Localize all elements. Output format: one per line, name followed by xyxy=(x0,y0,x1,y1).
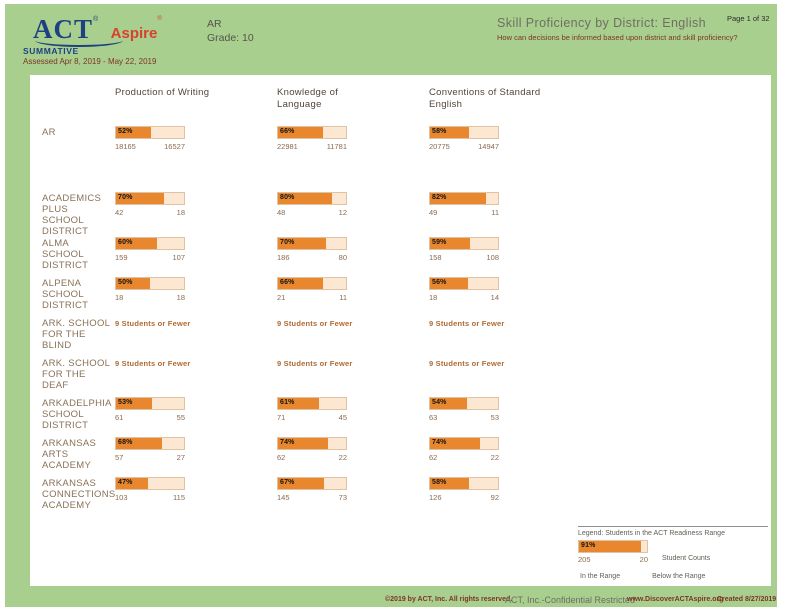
proficiency-bar xyxy=(429,397,499,410)
proficiency-bar xyxy=(277,437,347,450)
proficiency-bar xyxy=(277,277,347,290)
count-in-range: 61 xyxy=(115,413,124,422)
count-in-range: 22981 xyxy=(277,142,298,151)
count-in-range: 71 xyxy=(277,413,286,422)
table-row xyxy=(42,437,589,477)
act-logo-text: ACT xyxy=(33,14,94,44)
column-header-knowledge-of-language: Knowledge of Language xyxy=(277,87,339,110)
skill-cell xyxy=(429,397,589,422)
count-in-range: 63 xyxy=(429,413,438,422)
row-label: ARKANSAS ARTS ACADEMY xyxy=(42,438,97,471)
table-row xyxy=(42,317,589,357)
proficiency-bar xyxy=(429,237,499,250)
skill-cell xyxy=(277,317,429,328)
proficiency-bar xyxy=(277,126,347,139)
bar-percent-label: 70% xyxy=(280,239,295,246)
bar-counts xyxy=(429,493,499,502)
created-date: Created 8/27/2019 xyxy=(717,596,777,603)
bar-counts xyxy=(277,413,347,422)
count-below-range: 107 xyxy=(172,253,185,262)
row-label: ARKANSAS CONNECTIONS ACADEMY xyxy=(42,478,116,511)
legend-title: Legend: Students in the ACT Readiness Range xyxy=(578,530,725,537)
row-label: ALPENA SCHOOL DISTRICT xyxy=(42,278,89,311)
copyright-text: ©2019 by ACT, Inc. All rights reserved. xyxy=(385,596,513,603)
legend-count-below: 20 xyxy=(639,555,648,564)
registered-mark-icon: ® xyxy=(157,16,162,22)
legend-below-range-label: Below the Range xyxy=(652,573,706,580)
bar-counts xyxy=(429,453,499,462)
skill-cell xyxy=(277,397,429,422)
suppressed-note: 9 Students or Fewer xyxy=(277,319,353,328)
count-below-range: 108 xyxy=(486,253,499,262)
proficiency-bar xyxy=(429,477,499,490)
proficiency-bar xyxy=(277,397,347,410)
count-in-range: 57 xyxy=(115,453,124,462)
proficiency-bar xyxy=(429,126,499,139)
count-below-range: 27 xyxy=(176,453,185,462)
bar-counts xyxy=(115,142,185,151)
skill-cell xyxy=(115,237,277,262)
row-label: ARK. SCHOOL FOR THE BLIND xyxy=(42,318,110,351)
proficiency-bar xyxy=(429,277,499,290)
bar-percent-label: 82% xyxy=(432,194,447,201)
skill-cell xyxy=(429,192,589,217)
skill-cell xyxy=(277,477,429,502)
count-below-range: 11 xyxy=(339,293,347,302)
table-row xyxy=(42,357,589,397)
bar-counts xyxy=(429,253,499,262)
skill-cell xyxy=(277,437,429,462)
count-below-range: 14 xyxy=(490,293,499,302)
count-below-range: 11781 xyxy=(326,142,347,151)
count-in-range: 103 xyxy=(115,493,128,502)
count-in-range: 159 xyxy=(115,253,128,262)
count-below-range: 22 xyxy=(338,453,347,462)
count-below-range: 80 xyxy=(338,253,347,262)
count-below-range: 55 xyxy=(176,413,185,422)
bar-counts xyxy=(429,293,499,302)
confidential-text: ACT, Inc.-Confidential Restricted xyxy=(505,595,636,605)
count-below-range: 22 xyxy=(490,453,499,462)
legend-range-labels xyxy=(578,573,768,580)
count-in-range: 21 xyxy=(277,293,286,302)
skill-cell xyxy=(429,277,589,302)
count-below-range: 11 xyxy=(491,208,499,217)
bar-percent-label: 58% xyxy=(432,128,447,135)
table-row xyxy=(42,277,589,317)
website-link[interactable]: www.DiscoverACTAspire.org xyxy=(627,596,724,603)
proficiency-bar xyxy=(277,192,347,205)
bar-counts xyxy=(429,208,499,217)
count-in-range: 126 xyxy=(429,493,442,502)
count-below-range: 92 xyxy=(490,493,499,502)
suppressed-note: 9 Students or Fewer xyxy=(429,359,505,368)
count-below-range: 115 xyxy=(173,493,185,502)
bar-counts xyxy=(115,413,185,422)
count-in-range: 158 xyxy=(429,253,442,262)
bar-counts xyxy=(277,253,347,262)
skill-cell xyxy=(429,437,589,462)
bar-counts xyxy=(277,142,347,151)
column-header-conventions: Conventions of Standard English xyxy=(429,87,541,110)
count-in-range: 62 xyxy=(429,453,438,462)
bar-counts xyxy=(115,453,185,462)
suppressed-note: 9 Students or Fewer xyxy=(429,319,505,328)
column-header-production-of-writing: Production of Writing xyxy=(115,87,210,98)
count-below-range: 18 xyxy=(176,208,185,217)
skill-cell xyxy=(115,277,277,302)
legend-count-in-range: 205 xyxy=(578,555,591,564)
proficiency-bar xyxy=(115,277,185,290)
bar-percent-label: 68% xyxy=(118,439,133,446)
legend-bar xyxy=(578,540,648,553)
proficiency-bar xyxy=(115,192,185,205)
row-label: ARKADELPHIA SCHOOL DISTRICT xyxy=(42,398,112,431)
grade-label: Grade: 10 xyxy=(207,32,254,44)
count-below-range: 14947 xyxy=(478,142,499,151)
skill-cell xyxy=(115,126,277,151)
proficiency-bar xyxy=(115,237,185,250)
legend-student-counts-label: Student Counts xyxy=(662,555,711,562)
count-in-range: 48 xyxy=(277,208,286,217)
skill-cell xyxy=(115,437,277,462)
count-below-range: 53 xyxy=(490,413,499,422)
bar-counts xyxy=(115,293,185,302)
report-type-label: SUMMATIVE xyxy=(23,46,79,56)
skill-cell xyxy=(115,477,277,502)
skill-cell xyxy=(429,357,589,368)
skill-cell xyxy=(429,237,589,262)
count-in-range: 145 xyxy=(277,493,290,502)
legend-in-range-label: In the Range xyxy=(580,573,621,580)
bar-percent-label: 67% xyxy=(280,479,295,486)
bar-percent-label: 66% xyxy=(280,128,295,135)
act-aspire-logo xyxy=(33,16,162,43)
suppressed-note: 9 Students or Fewer xyxy=(115,319,191,328)
row-label: ALMA SCHOOL DISTRICT xyxy=(42,238,89,271)
skill-cell xyxy=(277,357,429,368)
bar-percent-label: 56% xyxy=(432,279,447,286)
row-label: AR xyxy=(42,127,56,138)
suppressed-note: 9 Students or Fewer xyxy=(115,359,191,368)
skill-cell xyxy=(115,357,277,368)
bar-counts xyxy=(277,453,347,462)
skill-cell xyxy=(429,126,589,151)
report-page xyxy=(5,4,777,607)
count-below-range: 16527 xyxy=(164,142,185,151)
skill-cell xyxy=(277,237,429,262)
count-in-range: 20775 xyxy=(429,142,450,151)
bar-percent-label: 52% xyxy=(118,128,133,135)
registered-mark-icon: ® xyxy=(93,16,99,23)
bar-percent-label: 60% xyxy=(118,239,133,246)
table-row xyxy=(42,126,589,151)
table-row xyxy=(42,237,589,277)
bar-percent-label: 80% xyxy=(280,194,295,201)
bar-counts xyxy=(115,253,185,262)
count-below-range: 45 xyxy=(338,413,347,422)
proficiency-bar xyxy=(429,437,499,450)
proficiency-bar xyxy=(115,397,185,410)
table-row xyxy=(42,192,589,237)
bar-percent-label: 66% xyxy=(280,279,295,286)
bar-counts xyxy=(277,208,347,217)
skill-cell xyxy=(277,126,429,151)
page-subtitle: How can decisions be informed based upon district and skill proficiency? xyxy=(497,33,738,42)
count-in-range: 62 xyxy=(277,453,286,462)
bar-percent-label: 58% xyxy=(432,479,447,486)
table-row xyxy=(42,477,589,517)
count-in-range: 49 xyxy=(429,208,438,217)
legend-counts xyxy=(578,555,711,564)
skill-cell xyxy=(115,317,277,328)
bar-percent-label: 70% xyxy=(118,194,133,201)
bar-percent-label: 53% xyxy=(118,399,133,406)
bar-percent-label: 74% xyxy=(432,439,447,446)
state-grade-block xyxy=(207,17,254,45)
skill-cell xyxy=(115,192,277,217)
row-label: ARK. SCHOOL FOR THE DEAF xyxy=(42,358,110,391)
bar-counts xyxy=(277,493,347,502)
bar-percent-label: 61% xyxy=(280,399,295,406)
page-number: Page 1 of 32 xyxy=(727,14,770,23)
state-label: AR xyxy=(207,18,222,30)
page-title: Skill Proficiency by District: English xyxy=(497,16,707,30)
proficiency-bar xyxy=(277,237,347,250)
suppressed-note: 9 Students or Fewer xyxy=(277,359,353,368)
bar-percent-label: 59% xyxy=(432,239,447,246)
bar-counts xyxy=(115,208,185,217)
district-rows xyxy=(42,126,589,517)
skill-cell xyxy=(429,317,589,328)
row-label: ACADEMICS PLUS SCHOOL DISTRICT xyxy=(42,193,102,237)
count-below-range: 12 xyxy=(338,208,347,217)
bar-percent-label: 47% xyxy=(118,479,133,486)
skill-cell xyxy=(277,277,429,302)
bar-counts xyxy=(277,293,347,302)
column-header-spacer xyxy=(42,87,115,110)
proficiency-bar xyxy=(429,192,499,205)
content-panel xyxy=(30,75,771,586)
count-below-range: 73 xyxy=(338,493,347,502)
assessment-window: Assessed Apr 8, 2019 - May 22, 2019 xyxy=(23,57,157,66)
bar-percent-label: 50% xyxy=(118,279,133,286)
legend-percent-label: 91% xyxy=(581,542,596,549)
legend xyxy=(578,526,768,580)
count-in-range: 18165 xyxy=(115,142,136,151)
bar-percent-label: 74% xyxy=(280,439,295,446)
proficiency-bar xyxy=(115,437,185,450)
count-in-range: 18 xyxy=(429,293,438,302)
count-in-range: 186 xyxy=(277,253,290,262)
count-below-range: 18 xyxy=(176,293,185,302)
bar-counts xyxy=(115,493,185,502)
count-in-range: 42 xyxy=(115,208,124,217)
proficiency-bar xyxy=(277,477,347,490)
skill-cell xyxy=(277,192,429,217)
column-headers xyxy=(42,87,589,110)
aspire-logo-text: Aspire xyxy=(110,25,158,42)
proficiency-bar xyxy=(115,126,185,139)
bar-counts xyxy=(429,413,499,422)
bar-counts xyxy=(429,142,499,151)
skill-cell xyxy=(115,397,277,422)
skill-cell xyxy=(429,477,589,502)
proficiency-bar xyxy=(115,477,185,490)
table-row xyxy=(42,397,589,437)
count-in-range: 18 xyxy=(115,293,124,302)
bar-percent-label: 54% xyxy=(432,399,447,406)
